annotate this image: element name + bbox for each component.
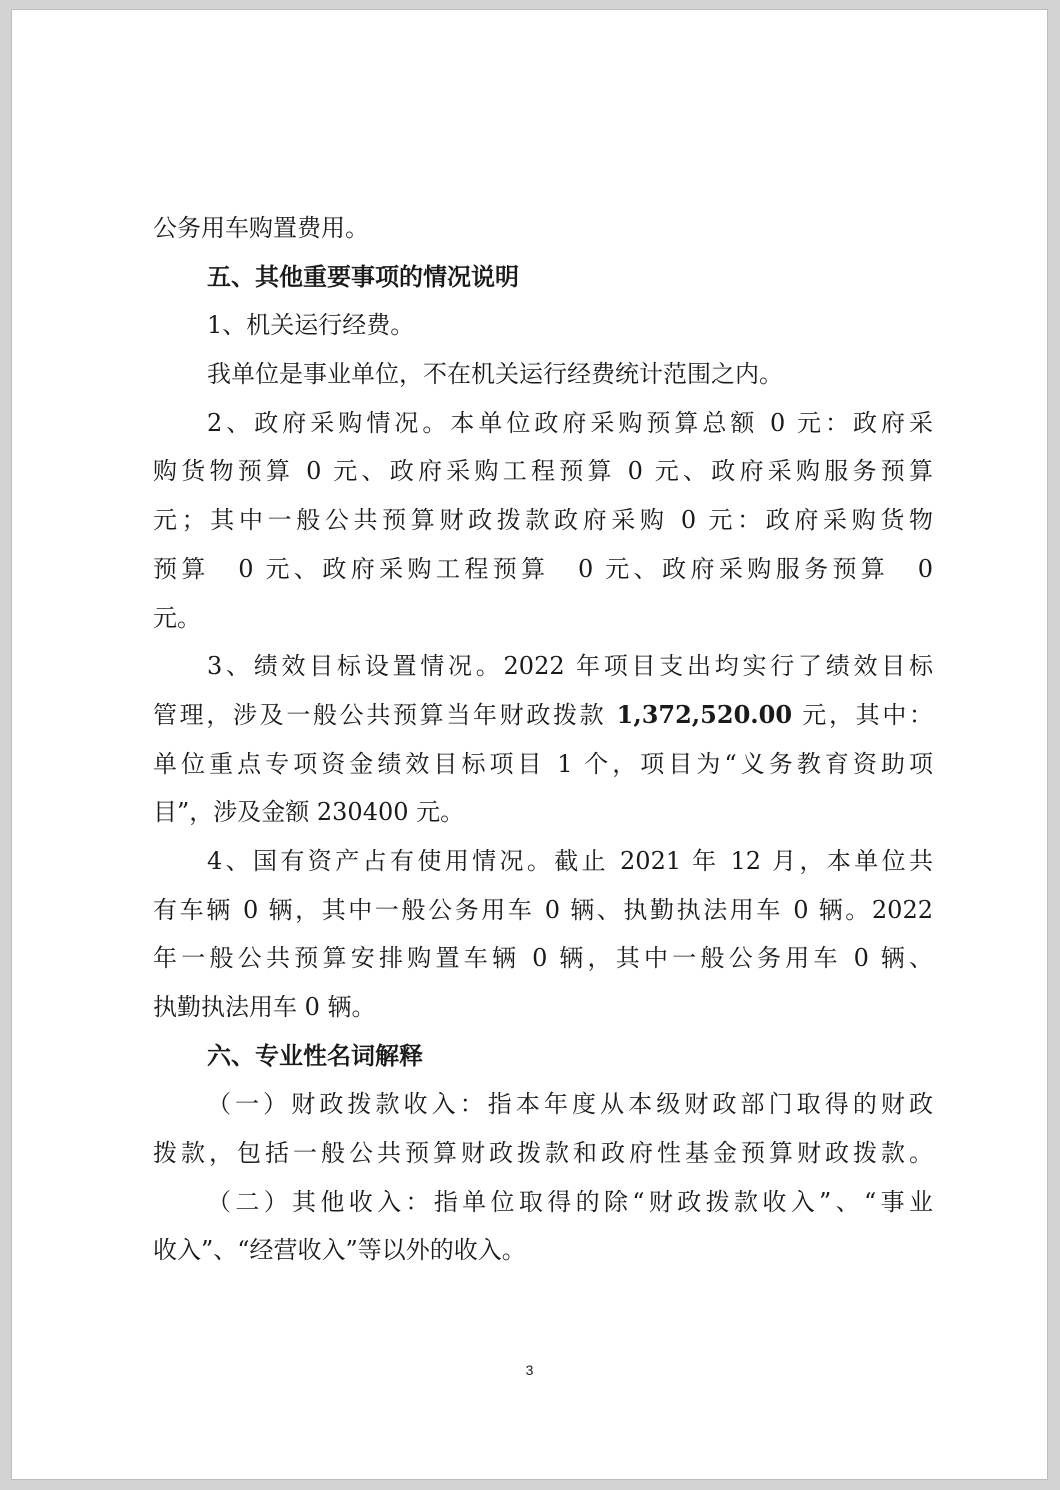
item-3-text: 管理，涉及一般公共预算当年财政拨款 [153, 700, 617, 729]
item-2-line: 元；其中一般公共预算财政拨款政府采购 0 元：政府采购货物 [153, 506, 933, 535]
item-3-line-amount [153, 691, 933, 740]
item-3-line: 目”，涉及金额 230400 元。 [153, 798, 465, 827]
item-3-text: 元，其中： [792, 700, 933, 729]
item-3-line: 单位重点专项资金绩效目标项目 1 个，项目为“义务教育资助项 [153, 749, 933, 778]
item-2-line: 元。 [153, 603, 201, 632]
item-4-line: 执勤执法用车 0 辆。 [153, 993, 376, 1021]
item-1-title: 1、机关运行经费。 [207, 311, 415, 340]
term-2-line: （二）其他收入：指单位取得的除“财政拨款收入”、“事业 [207, 1187, 933, 1216]
document-page [11, 9, 1048, 1480]
item-4-line: 4、国有资产占有使用情况。截止 2021 年 12 月，本单位共 [207, 846, 933, 875]
body-text [153, 204, 933, 1275]
section-6-heading: 六、专业性名词解释 [207, 1041, 423, 1070]
item-2-line: 2、政府采购情况。本单位政府采购预算总额 0 元：政府采 [207, 408, 933, 437]
item-4-line: 有车辆 0 辆，其中一般公务用车 0 辆、执勤执法用车 0 辆。2022 [153, 895, 933, 924]
term-1-line: （一）财政拨款收入：指本年度从本级财政部门取得的财政 [207, 1090, 933, 1119]
item-2-line: 预算 0 元、政府采购工程预算 0 元、政府采购服务预算 0 [153, 554, 933, 583]
section-5-heading: 五、其他重要事项的情况说明 [207, 262, 519, 291]
item-2-line: 购货物预算 0 元、政府采购工程预算 0 元、政府采购服务预算 [153, 457, 933, 486]
item-3-line: 3、绩效目标设置情况。2022 年项目支出均实行了绩效目标 [207, 652, 933, 681]
term-1-line: 拨款，包括一般公共预算财政拨款和政府性基金预算财政拨款。 [153, 1139, 933, 1168]
page-number: 3 [525, 1362, 534, 1378]
funding-amount: 1,372,520.00 [616, 699, 793, 729]
item-1-body: 我单位是事业单位，不在机关运行经费统计范围之内。 [207, 360, 783, 389]
item-4-line: 年一般公共预算安排购置车辆 0 辆，其中一般公务用车 0 辆、 [153, 944, 933, 973]
continuation-line: 公务用车购置费用。 [153, 214, 369, 242]
term-2-line: 收入”、“经营收入”等以外的收入。 [153, 1236, 526, 1265]
